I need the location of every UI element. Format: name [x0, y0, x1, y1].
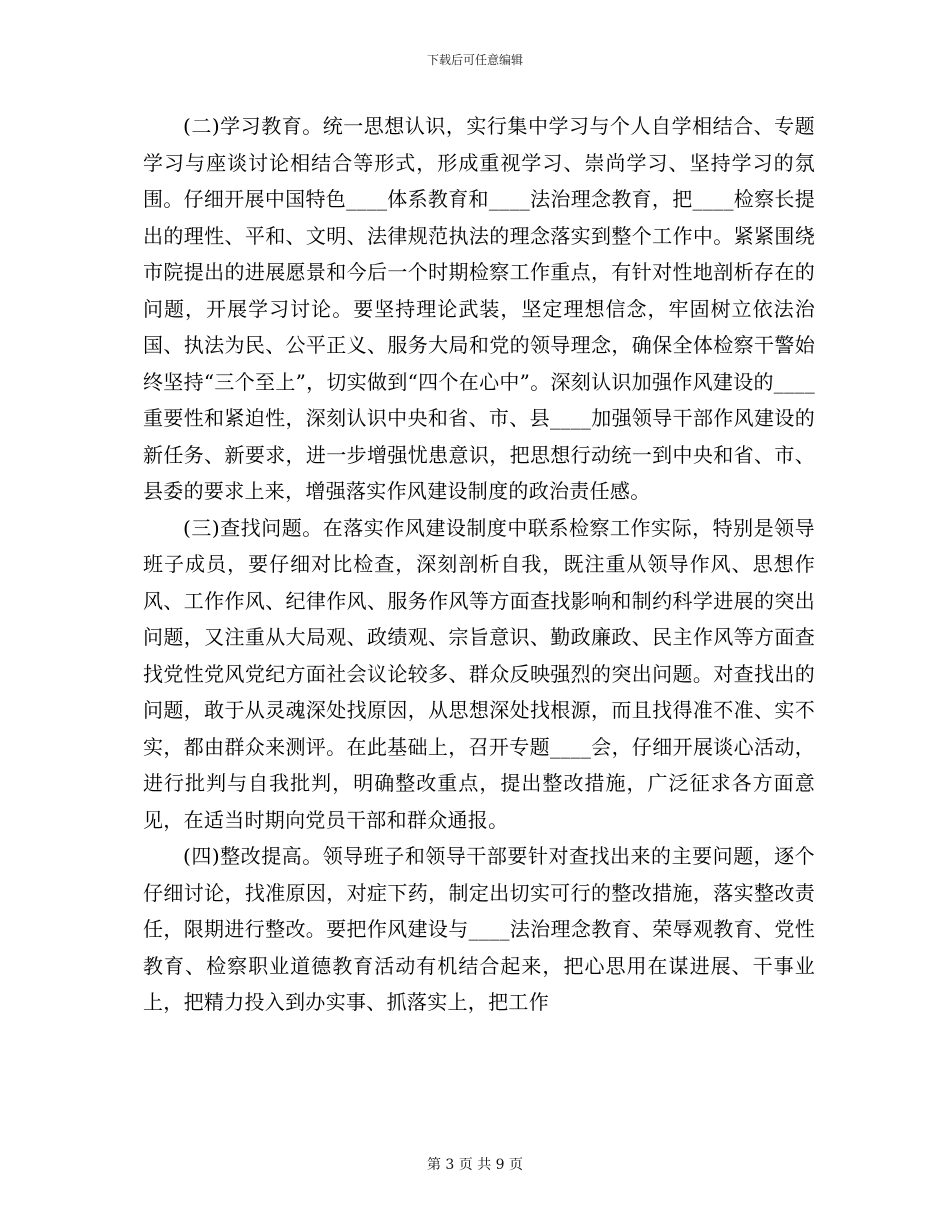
document-body	[143, 108, 815, 1021]
page-header: 下载后可任意编辑	[426, 53, 523, 67]
paragraph-study-education: (二)学习教育。统一思想认识，实行集中学习与个人自学相结合、专题学习与座谈讨论相结合等形式，形成重视学习、崇尚学习、坚持学习的氛围。仔细开展中国特色____体系教育和____法治理念教育，把____检察长提出的理性、平和、文明、法律规范执法的理念落实到整个工作中。紧紧围绕市院提出的进展愿景和今后一个时期检察工作重点，有针对性地剖析存在的问题，开展学习讨论。要坚持理论武装，坚定理想信念，牢固树立依法治国、执法为民、公平正义、服务大局和党的领导理念，确保全体检察干警始终坚持“三个至上”，切实做到“四个在心中”。深刻认识加强作风建设的____重要性和紧迫性，深刻认识中央和省、市、县____加强领导干部作风建设的新任务、新要求，进一步增强忧患意识，把思想行动统一到中央和省、市、县委的要求上来，增强落实作风建设制度的政治责任感。	[143, 114, 815, 503]
paragraph-find-problems: (三)查找问题。在落实作风建设制度中联系检察工作实际，特别是领导班子成员，要仔细对比检查，深刻剖析自我，既注重从领导作风、思想作风、工作作风、纪律作风、服务作风等方面查找影响和制约科学进展的突出问题，又注重从大局观、政绩观、宗旨意识、勤政廉政、民主作风等方面查找党性党风党纪方面社会议论较多、群众反映强烈的突出问题。对查找出的问题，敢于从灵魂深处找原因，从思想深处找根源，而且找得准不准、实不实，都由群众来测评。在此基础上，召开专题____会，仔细开展谈心活动，进行批判与自我批判，明确整改重点，提出整改措施，广泛征求各方面意见，在适当时期向党员干部和群众通报。	[143, 515, 815, 832]
paragraph-rectify-improve: (四)整改提高。领导班子和领导干部要针对查找出来的主要问题，逐个仔细讨论，找准原因，对症下药，制定出切实可行的整改措施，落实整改责任，限期进行整改。要把作风建设与____法治理念教育、荣辱观教育、党性教育、检察职业道德教育活动有机结合起来，把心思用在谋进展、干事业上，把精力投入到办实事、抓落实上，把工作	[143, 844, 815, 1014]
page-footer: 第 3 页 共 9 页	[426, 1157, 524, 1173]
